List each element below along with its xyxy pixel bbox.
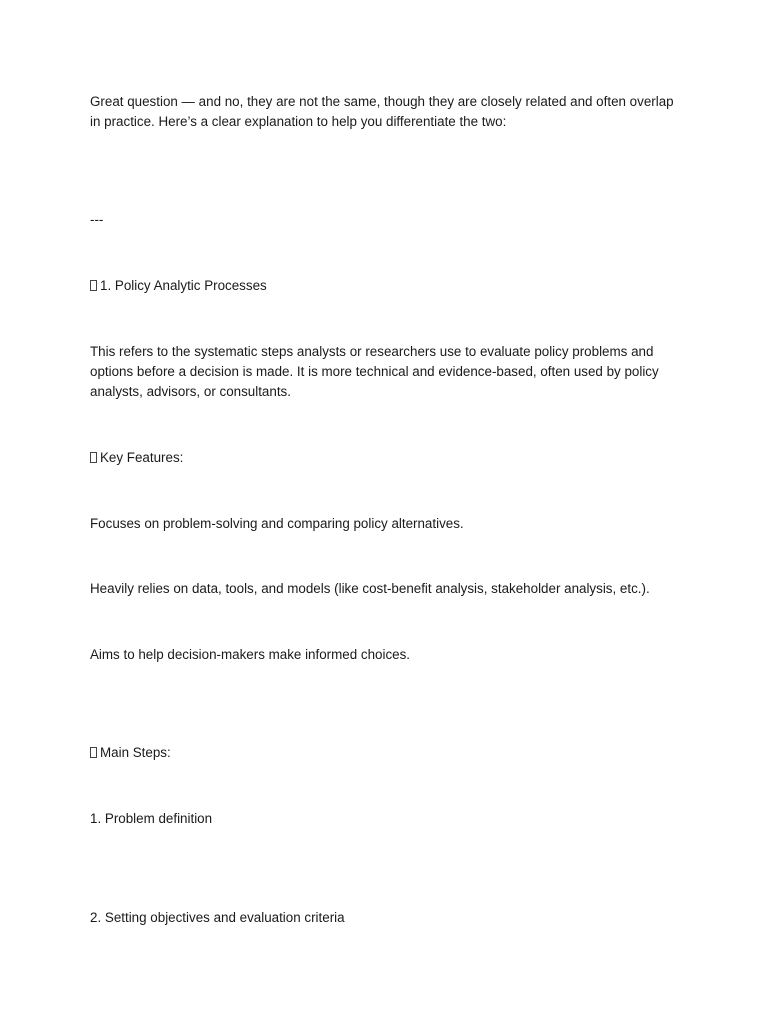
missing-glyph-icon bbox=[90, 280, 97, 291]
feature-item: Aims to help decision-makers make informed choices. bbox=[90, 647, 411, 662]
section-heading bbox=[90, 276, 680, 296]
feature-item: Focuses on problem-solving and comparing policy alternatives. bbox=[90, 516, 464, 531]
intro-paragraph: Great question — and no, they are not the same, though they are closely related and often overlap in practice. Here’s a clear explanation to help you differentiate the two: bbox=[90, 94, 674, 129]
missing-glyph-icon bbox=[90, 452, 97, 463]
horizontal-divider-text: --- bbox=[90, 212, 104, 227]
section-heading-text: 1. Policy Analytic Processes bbox=[100, 278, 267, 293]
definition-paragraph: This refers to the systematic steps analysts or researchers use to evaluate policy problems and options before a decision is made. It is more technical and evidence-based, often used by policy analysts, advisors, or consultants. bbox=[90, 344, 659, 399]
feature-item: Heavily relies on data, tools, and models (like cost-benefit analysis, stakeholder analysis, etc.). bbox=[90, 581, 650, 596]
missing-glyph-icon bbox=[90, 747, 97, 758]
main-steps-heading bbox=[90, 743, 680, 763]
main-steps-heading-text: Main Steps: bbox=[100, 745, 171, 760]
step-item: 2. Setting objectives and evaluation criteria bbox=[90, 910, 345, 925]
key-features-heading-text: Key Features: bbox=[100, 450, 184, 465]
key-features-heading bbox=[90, 448, 680, 468]
step-item: 1. Problem definition bbox=[90, 811, 213, 826]
